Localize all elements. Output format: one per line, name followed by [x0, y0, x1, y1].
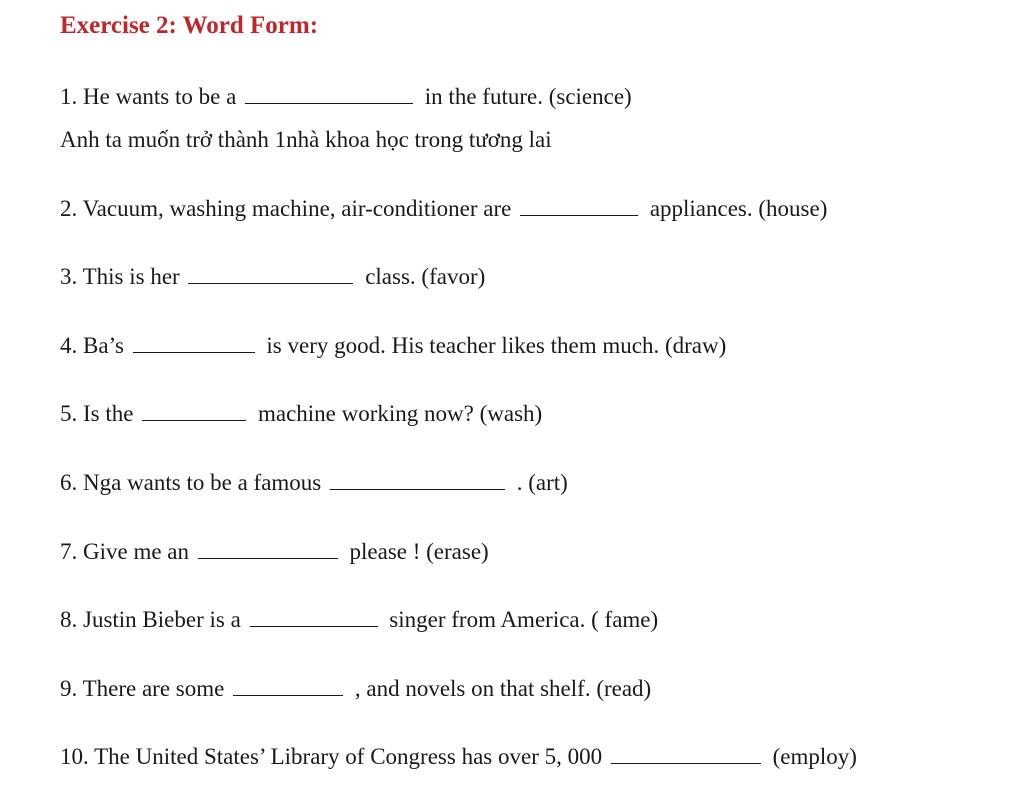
question-text-before: Is the: [83, 401, 134, 426]
question-text-after: is very good. His teacher likes them much. (draw): [266, 333, 727, 358]
question-number: 10.: [60, 744, 89, 769]
question-text-before: Nga wants to be a famous: [83, 470, 322, 495]
question-number: 4.: [60, 333, 78, 358]
answer-blank[interactable]: [188, 265, 353, 284]
question-text-after: appliances. (house): [649, 196, 828, 221]
answer-blank[interactable]: [233, 677, 343, 696]
question-number: 5.: [60, 401, 78, 426]
question-number: 3.: [60, 264, 78, 289]
answer-blank[interactable]: [611, 745, 761, 764]
question-10: [60, 742, 857, 772]
question-5: [60, 399, 542, 429]
answer-blank[interactable]: [330, 471, 505, 490]
question-text-before: Justin Bieber is a: [83, 607, 241, 632]
question-number: 6.: [60, 470, 78, 495]
answer-blank[interactable]: [245, 85, 413, 104]
question-6: [60, 468, 568, 498]
question-text-before: The United States’ Library of Congress has over 5, 000: [94, 744, 603, 769]
question-text-after: . (art): [516, 470, 568, 495]
question-4: [60, 331, 726, 361]
question-text-after: (employ): [772, 744, 857, 769]
question-text-before: He wants to be a: [83, 84, 237, 109]
question-text-before: Give me an: [83, 539, 190, 564]
answer-blank[interactable]: [520, 197, 638, 216]
question-8: [60, 605, 658, 635]
question-text-after: machine working now? (wash): [257, 401, 543, 426]
question-number: 9.: [60, 676, 78, 701]
question-text-before: This is her: [82, 264, 180, 289]
answer-blank[interactable]: [133, 334, 255, 353]
question-7: [60, 537, 489, 567]
answer-blank[interactable]: [198, 540, 338, 559]
question-3: [60, 262, 485, 292]
question-text-before: Vacuum, washing machine, air-conditioner are: [82, 196, 512, 221]
question-9: [60, 674, 651, 704]
answer-blank[interactable]: [250, 608, 378, 627]
question-1: [60, 82, 632, 112]
question-text-after: , and novels on that shelf. (read): [354, 676, 652, 701]
question-2: [60, 194, 827, 224]
question-text-after: class. (favor): [365, 264, 486, 289]
question-text-before: There are some: [82, 676, 225, 701]
question-number: 7.: [60, 539, 78, 564]
exercise-title: Exercise 2: Word Form:: [60, 12, 319, 39]
translation-text: Anh ta muốn trở thành 1nhà khoa học trong tương lai: [60, 127, 552, 152]
question-text-before: Ba’s: [83, 333, 124, 358]
answer-blank[interactable]: [142, 402, 246, 421]
question-number: 2.: [60, 196, 78, 221]
question-number: 8.: [60, 607, 78, 632]
question-text-after: please ! (erase): [349, 539, 489, 564]
question-text-after: in the future. (science): [424, 84, 632, 109]
translation-note: [60, 125, 552, 155]
question-text-after: singer from America. ( fame): [389, 607, 659, 632]
question-number: 1.: [60, 84, 78, 109]
